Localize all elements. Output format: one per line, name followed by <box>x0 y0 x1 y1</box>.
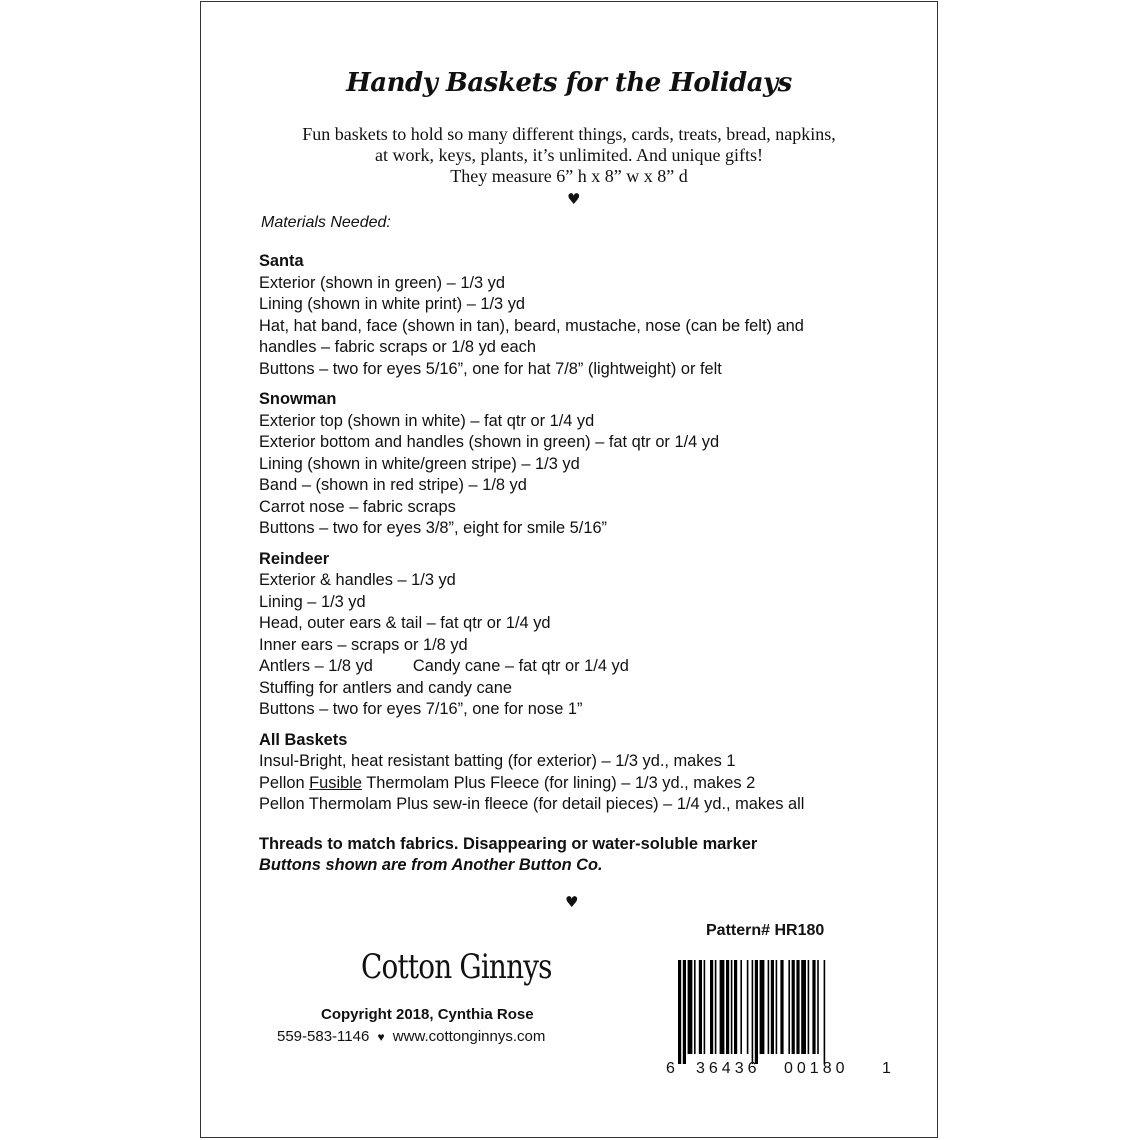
website: www.cottonginnys.com <box>392 1028 546 1045</box>
material-line-fusible <box>259 773 929 795</box>
copyright: Copyright 2018, Cynthia Rose <box>321 1006 534 1023</box>
barcode <box>666 960 894 1085</box>
barcode-digits-left: 36436 <box>696 1060 761 1077</box>
section-all-baskets <box>259 730 929 816</box>
section-santa <box>259 251 929 380</box>
page-title: Handy Baskets for the Holidays <box>346 68 792 98</box>
barcode-digit-first: 6 <box>666 1060 675 1077</box>
barcode-bar <box>824 960 826 1064</box>
intro-line: Fun baskets to hold so many different things, cards, treats, bread, napkins, <box>302 124 836 144</box>
buttons-note: Buttons shown are from Another Button Co. <box>259 856 603 874</box>
barcode-bar <box>776 960 778 1054</box>
barcode-bar <box>715 960 717 1054</box>
section-reindeer <box>259 549 929 721</box>
barcode-bar <box>683 960 686 1064</box>
heart-icon: ♥ <box>377 1030 385 1044</box>
phone-number: 559-583-1146 <box>277 1028 370 1045</box>
barcode-bar <box>768 960 770 1054</box>
line-suffix: Thermolam Plus Fleece (for lining) – 1/3 yd., makes 2 <box>361 773 756 792</box>
material-line: Exterior (shown in green) – 1/3 yd <box>259 273 505 292</box>
barcode-bar <box>704 960 706 1054</box>
barcode-bar <box>808 960 810 1054</box>
material-line: Hat, hat band, face (shown in tan), beard, mustache, nose (can be felt) and <box>259 316 804 335</box>
section-title: Reindeer <box>259 549 330 568</box>
notes <box>259 834 757 876</box>
material-line: Exterior & handles – 1/3 yd <box>259 571 456 589</box>
material-line: Insul-Bright, heat resistant batting (for exterior) – 1/3 yd., makes 1 <box>259 752 736 770</box>
fusible-word: Fusible <box>309 773 362 792</box>
material-line: handles – fabric scraps or 1/8 yd each <box>259 338 536 356</box>
barcode-bar <box>812 960 815 1054</box>
materials-list <box>259 251 929 825</box>
barcode-bar <box>731 960 733 1054</box>
material-line: Inner ears – scraps or 1/8 yd <box>259 635 468 654</box>
barcode-bar <box>755 960 758 1064</box>
barcode-bar <box>780 960 783 1054</box>
barcode-bar <box>726 960 729 1054</box>
barcode-bar <box>699 960 702 1054</box>
material-line-antlers <box>259 656 929 678</box>
materials-heading: Materials Needed: <box>261 214 391 231</box>
barcode-bars <box>678 960 878 1064</box>
material-line: Lining – 1/3 yd <box>259 592 366 611</box>
material-line: Exterior bottom and handles (shown in green) – fat qtr or 1/4 yd <box>259 433 720 451</box>
barcode-bar <box>747 960 749 1054</box>
section-title: Snowman <box>259 390 337 408</box>
barcode-bar <box>801 960 806 1054</box>
material-line: Exterior top (shown in white) – fat qtr or 1/4 yd <box>259 411 595 430</box>
intro-text <box>201 124 937 187</box>
barcode-bar <box>694 960 696 1054</box>
cotton-ginnys-logo: Cotton Ginnys <box>361 947 552 987</box>
heart-icon: ♥ <box>567 190 581 208</box>
barcode-bar <box>740 960 742 1054</box>
section-title: All Baskets <box>259 730 348 749</box>
pattern-back-cover <box>200 1 938 1138</box>
contact-info <box>277 1028 545 1045</box>
heart-icon: ♥ <box>565 893 579 911</box>
barcode-bar <box>710 960 713 1054</box>
section-title: Santa <box>259 252 304 270</box>
intro-line: at work, keys, plants, it’s unlimited. And unique gifts! <box>375 145 763 165</box>
candy-cane-text: Candy cane – fat qtr or 1/4 yd <box>412 657 629 675</box>
material-line: Lining (shown in white/green stripe) – 1/3 yd <box>259 454 580 473</box>
barcode-bar <box>734 960 737 1054</box>
material-line: Pellon Thermolam Plus sew-in fleece (for detail pieces) – 1/4 yd., makes all <box>259 795 805 813</box>
barcode-bar <box>688 960 693 1054</box>
pattern-number: Pattern# HR180 <box>706 922 825 939</box>
material-line: Stuffing for antlers and candy cane <box>259 678 513 697</box>
antlers-text: Antlers – 1/8 yd <box>259 657 373 675</box>
barcode-bar <box>788 960 790 1054</box>
barcode-bar <box>796 960 799 1054</box>
material-line: Buttons – two for eyes 3/8”, eight for smile 5/16” <box>259 519 608 537</box>
barcode-bar <box>771 960 774 1054</box>
section-snowman <box>259 389 929 540</box>
barcode-digits-right: 00180 <box>784 1060 849 1077</box>
material-line: Buttons – two for eyes 5/16”, one for hat 7/8” (lightweight) or felt <box>259 359 722 378</box>
barcode-bar <box>760 960 765 1054</box>
barcode-bar <box>752 960 754 1064</box>
barcode-bar <box>678 960 681 1064</box>
line-prefix: Pellon <box>259 773 310 792</box>
intro-line: They measure 6” h x 8” w x 8” d <box>450 166 688 186</box>
material-line: Lining (shown in white print) – 1/3 yd <box>259 295 526 313</box>
material-line: Head, outer ears & tail – fat qtr or 1/4 yd <box>259 614 551 632</box>
barcode-bar <box>792 960 795 1054</box>
threads-note: Threads to match fabrics. Disappearing or water-soluble marker <box>259 835 758 853</box>
barcode-digit-check: 1 <box>882 1060 891 1077</box>
material-line: Buttons – two for eyes 7/16”, one for nose 1” <box>259 700 583 718</box>
material-line: Band – (shown in red stripe) – 1/8 yd <box>259 476 527 494</box>
barcode-bar <box>817 960 819 1054</box>
barcode-bar <box>720 960 725 1054</box>
material-line: Carrot nose – fabric scraps <box>259 497 456 516</box>
